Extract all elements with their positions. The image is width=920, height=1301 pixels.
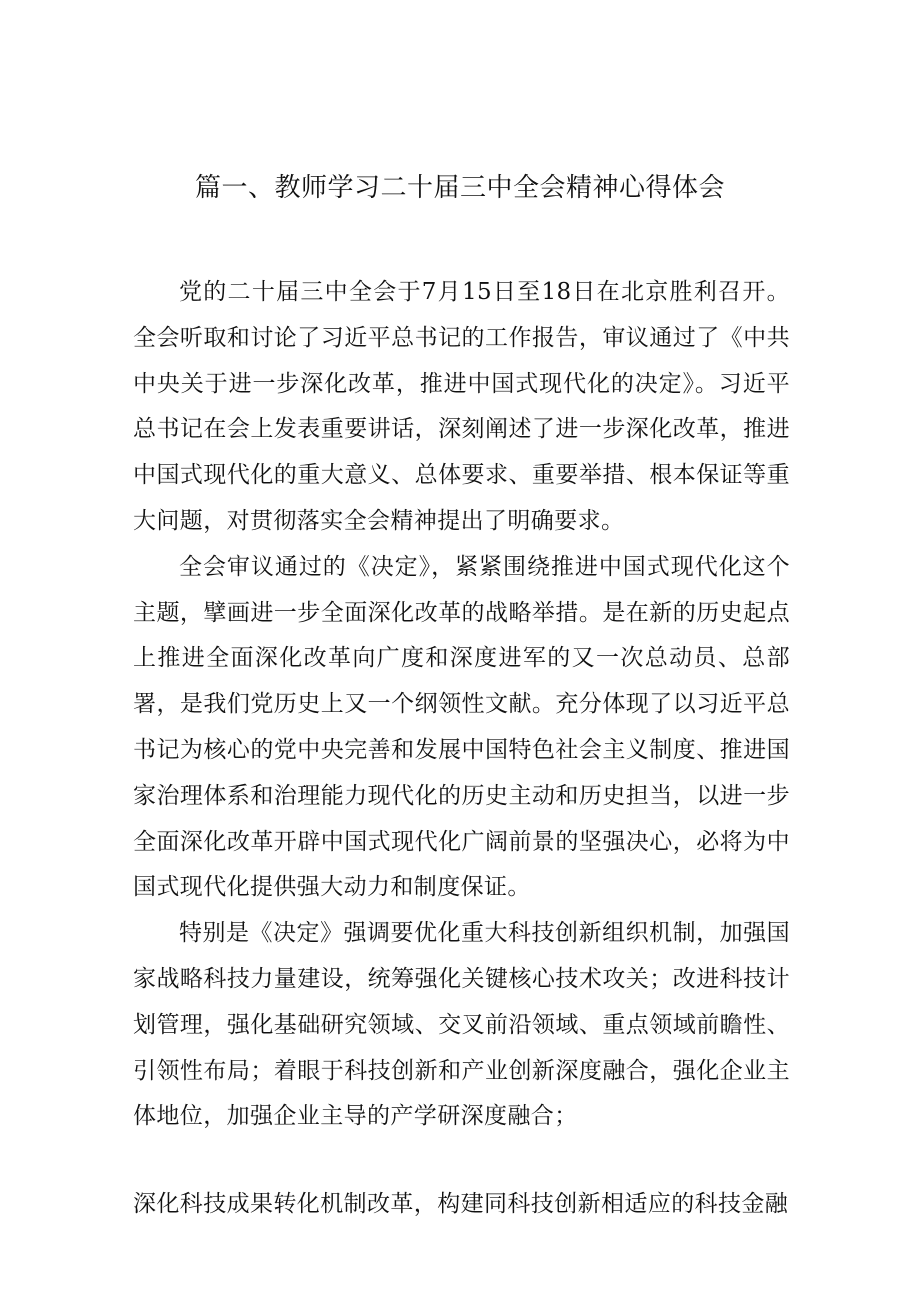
document-body xyxy=(133,270,790,1228)
paragraph-1: 党的二十届三中全会于7月15日至18日在北京胜利召开。全会听取和讨论了习近平总书记的工作报告，审议通过了《中共中央关于进一步深化改革，推进中国式现代化的决定》。习近平总书记在会上发表重要讲话，深刻阐述了进一步深化改革，推进中国式现代化的重大意义、总体要求、重要举措、根本保证等重大问题，对贯彻落实全会精神提出了明确要求。 xyxy=(133,279,790,534)
document-title: 篇一、教师学习二十届三中全会精神心得体会 xyxy=(194,173,725,203)
paragraph-3: 特别是《决定》强调要优化重大科技创新组织机制，加强国家战略科技力量建设，统筹强化关键核心技术攻关；改进科技计划管理，强化基础研究领域、交叉前沿领域、重点领域前瞻性、引领性布局；着眼于科技创新和产业创新深度融合，强化企业主体地位，加强企业主导的产学研深度融合； xyxy=(133,920,790,1130)
paragraph-2: 全会审议通过的《决定》，紧紧围绕推进中国式现代化这个主题，擘画进一步全面深化改革的战略举措。是在新的历史起点上推进全面深化改革向广度和深度进军的又一次总动员、总部署，是我们党历史上又一个纲领性文献。充分体现了以习近平总书记为核心的党中央完善和发展中国特色社会主义制度、推进国家治理体系和治理能力现代化的历史主动和历史担当，以进一步全面深化改革开辟中国式现代化广阔前景的坚强决心，必将为中国式现代化提供强大动力和制度保证。 xyxy=(133,553,790,901)
paragraph-4: 深化科技成果转化机制改革，构建同科技创新相适应的科技金融 xyxy=(133,1191,789,1218)
